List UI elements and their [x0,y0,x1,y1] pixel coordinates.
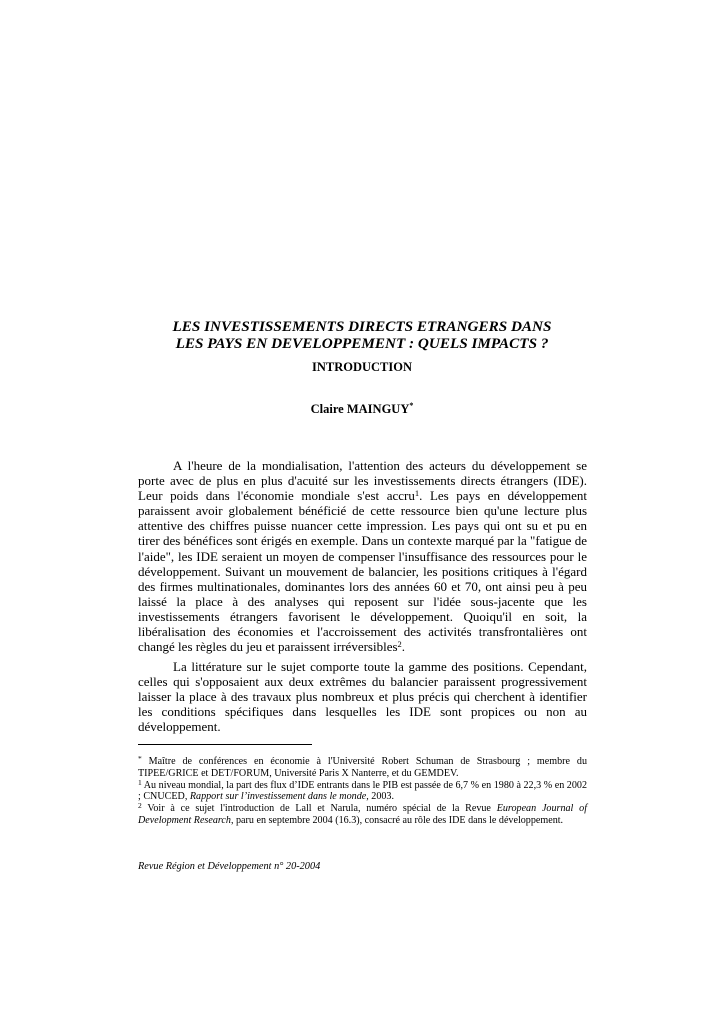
article-title [120,318,604,352]
footnote-2 [138,803,587,827]
paragraph-2: La littérature sur le sujet comporte toute la gamme des positions. Cependant, celles qui s'opposaient aux deux extrêmes du balancier paraissent progressivement laisser la place à des travaux plus nombreux et plus précis qui cherchent à identifier les conditions spécifiques dans lesquelles les IDE sont propices ou non au développement. [138,659,587,735]
footnote-ref-2[interactable]: 2 [397,639,402,650]
footnote-ref-1[interactable]: 1 [414,488,420,499]
footnote-2-text: Voir à ce sujet l'introduction de Lall et Narula, numéro spécial de la Revue [141,803,497,815]
article-title-line-2: LES PAYS EN DEVELOPPEMENT : QUELS IMPACTS ? [175,335,549,352]
author-line [120,402,604,417]
footnote-author [138,756,587,780]
author-footnote-marker[interactable]: * [409,401,414,410]
footnote-author-marker: * [138,754,142,763]
footnote-2-tail: , paru en septembre 2004 (16.3), consacré au rôle des IDE dans le développement. [230,814,564,826]
footnote-1-text: Au niveau mondial, la part des flux d’IDE entrants dans le PIB est passée de 6,7 % en 1980 à 22,3 % en 2002 ; CNUCED, [138,779,587,803]
footnotes [138,756,587,827]
footnote-1 [138,777,587,804]
paragraph-1-text-a: A l'heure de la mondialisation, l'attention des acteurs du développement se porte avec de plus en plus d'acuité sur les investissements directs étrangers (IDE). Leur poids dans l'économie mondiale s'est accru [138,458,587,504]
section-heading: INTRODUCTION [311,360,412,374]
paragraph-1-text-b: . Les pays en développement paraissent avoir globalement bénéficié de cette ressource bien qu'une lecture plus attentive des chiffres puisse nuancer cette impression. Les pays qui ont su et pu en tirer des bénéfices sont érigés en exemple. Dans un contexte marqué par la "fatigue de l'aide", les IDE seraient un moyen de compenser l'insuffisance des ressources pour le développement. Suivant un mouvement de balancier, les positions critiques à l'égard des firmes multinationales, dominantes lors des années 60 et 70, ont ainsi peu à peu laissé la place à des analyses qui reposent sur l'idée sous-jacente que les investissements étrangers favorisent le développement. Quoiqu'il en soit, la libéralisation des économies et l'accroissement des activités transfrontalières ont changé les règles du jeu et paraissent irréversibles [138,488,587,655]
footnote-1-marker: 1 [138,777,142,787]
footnote-2-marker: 2 [138,801,142,811]
paragraph-1-text-c: . [401,639,406,655]
footnote-2-journal-title: European Journal of Development Research [138,803,588,826]
paragraph-1 [138,458,587,654]
running-footer: Revue Région et Développement n° 20-2004 [138,861,321,872]
article-title-line-1: LES INVESTISSEMENTS DIRECTS ETRANGERS DANS [172,318,552,335]
author-name: Claire MAINGUY [310,402,410,416]
footnote-1-report-title: Rapport sur l’investissement dans le monde, [189,791,369,803]
footnote-divider [138,744,312,745]
footnote-1-tail: 2003. [368,791,394,803]
footnote-author-text: Maître de conférences en économie à l'Université Robert Schuman de Strasbourg ; membre du TIPEE/GRICE et DET/FORUM, Université Paris X Nanterre, et du GEMDEV. [138,756,587,779]
